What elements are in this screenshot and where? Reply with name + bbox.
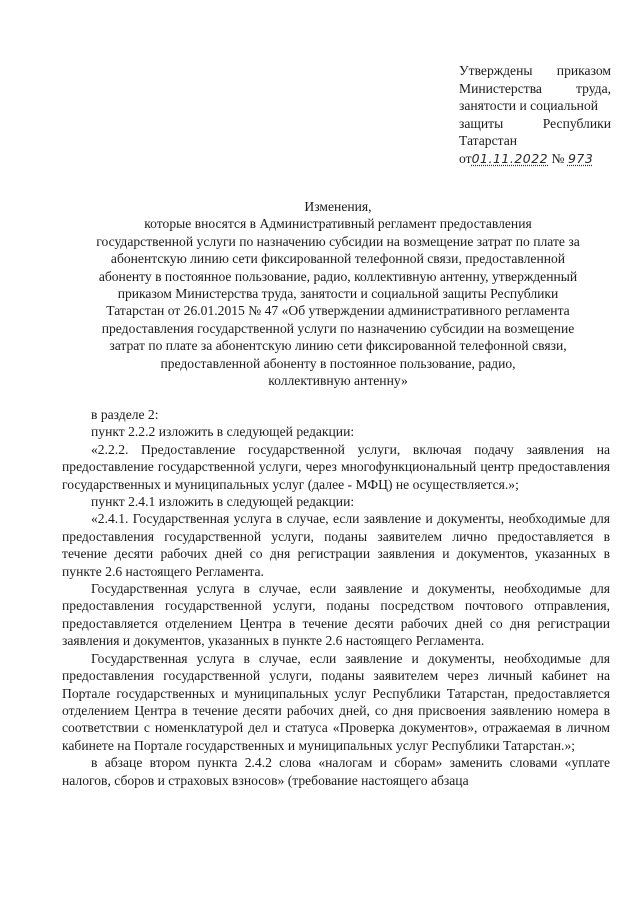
paragraph-postal: Государственная услуга в случае, если заявление и документы, необходимые для предоставления государственной услуги, поданы посредством почтового отправления, предоставляется отделением Центра в течение десяти рабочих дней со дня регистрации заявления и документов, указанных в пункте 2.6 настоящего Регламента. — [62, 581, 610, 649]
paragraph-section-2: в разделе 2: — [91, 407, 159, 422]
title-line: абонентскую линию сети фиксированной телефонной связи, предоставленной — [110, 251, 566, 267]
title-line: государственной услуги по назначению субсидии на возмещение затрат по плате за — [96, 233, 580, 249]
title-line: абоненту в постоянное пользование, радио, коллективную антенну, утвержденный — [98, 268, 578, 284]
number-label: № — [551, 150, 565, 166]
paragraph-portal: Государственная услуга в случае, если заявление и документы, необходимые для предоставления государственной услуги, поданы заявителем через личный кабинет на Портале государственных и муниципальных услуг Республики Татарстан, предоставляется отделением Центра в течение десяти рабочих дней, со дня присвоения заявлению номера в соответствии с номенклатурой дел и статуса «Проверка документов», отражаемая в личном кабинете на Портале государственных и муниципальных услуг Республики Татарстан.»; — [62, 650, 610, 753]
title-line: приказом Министерства труда, занятости и социальной защиты Республики — [117, 286, 559, 302]
title-line: затрат по плате за абонентскую линию сети фиксированной телефонной связи, — [109, 338, 567, 354]
document-body — [62, 406, 610, 789]
approval-line-3: занятости и социальной — [459, 98, 599, 113]
handwritten-date: 01.11.2022 — [471, 150, 549, 166]
paragraph-item-2-4-1-intro: пункт 2.4.1 изложить в следующей редакции: — [91, 494, 355, 510]
paragraph-item-2-4-1: «2.4.1. Государственная услуга в случае, если заявление и документы, необходимые для предоставления государственной услуги, поданы заявителем лично предоставляется в течение десяти рабочих дней со дня регистрации заявления и документов, указанных в пункте 2.6 настоящего Регламента. — [62, 511, 610, 579]
title-line: Татарстан от 26.01.2015 № 47 «Об утверждении административного регламента — [106, 303, 570, 319]
from-label: от — [459, 150, 472, 166]
approval-line-1: Утверждены приказом — [459, 63, 611, 78]
approval-line-4: защиты Республики — [459, 115, 611, 131]
title-line: предоставленной абоненту в постоянное пользование, радио, — [160, 355, 516, 371]
title-line: предоставления государственной услуги по назначению субсидии на возмещение — [101, 320, 575, 336]
handwritten-number: 973 — [567, 150, 594, 166]
approval-stamp — [459, 62, 611, 167]
title-line: которые вносятся в Административный регламент предоставления — [144, 216, 532, 232]
title-heading: Изменения, — [304, 199, 372, 214]
approval-line-5: Татарстан — [459, 133, 518, 148]
document-title — [58, 198, 618, 389]
approval-line-2: Министерства труда, — [459, 80, 611, 96]
approval-date-number — [459, 150, 611, 168]
paragraph-item-2-4-2: в абзаце втором пункта 2.4.2 слова «налогам и сборам» заменить словами «уплате налогов, сборов и страховых взносов» (требование настоящего абзаца — [62, 755, 610, 788]
paragraph-item-2-2-2-intro: пункт 2.2.2 изложить в следующей редакции: — [91, 424, 355, 440]
paragraph-item-2-2-2: «2.2.2. Предоставление государственной услуги, включая подачу заявления на предоставление государственной услуги, через многофункциональный центр предоставления государственных и муниципальных услуг (далее - МФЦ) не осуществляется.»; — [62, 441, 610, 492]
title-line: коллективную антенну» — [268, 373, 408, 389]
